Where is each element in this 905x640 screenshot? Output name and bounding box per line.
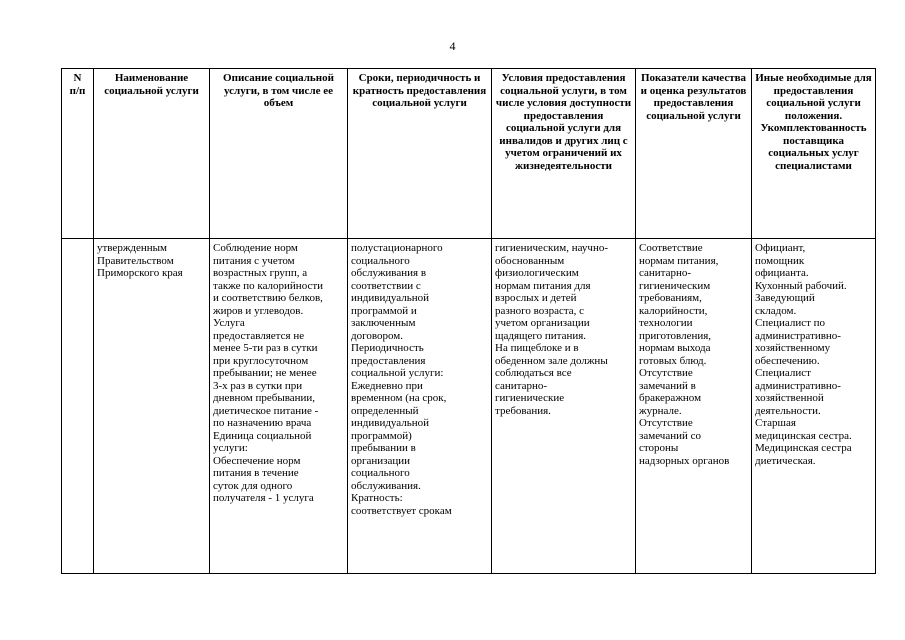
- header-description-text: Описание социальной услуги, в том числе ее объем: [223, 72, 334, 109]
- cell-number: [62, 239, 94, 574]
- header-quality-text: Показатели качества и оценка результатов предоставления социальной услуги: [640, 72, 747, 122]
- header-quality: [636, 69, 752, 239]
- cell-terms: полустационарного социального обслуживания в соответствии с индивидуальной программой и заключенным договором. Периодичность предоставления социальной услуги: Ежедневно при временном (на срок, определенный индивидуальной программой) пребывании в организации социального обслуживания. Кратность: соответствует срокам: [348, 239, 492, 574]
- cell-conditions: гигиеническим, научно- обоснованным физиологическим нормам питания для взрослых и детей разного возраста, с учетом организации щадящего питания. На пищеблоке и в обеденном зале должны соблюдаться все санитарно- гигиенические требования.: [492, 239, 636, 574]
- cell-other: Официант, помощник официанта. Кухонный рабочий. Заведующий складом. Специалист по административно- хозяйственному обеспечению. Специалист административно- хозяйственной деятельности. Старшая медицинская сестра. Медицинская сестра диетическая.: [752, 239, 876, 574]
- header-number: [62, 69, 94, 239]
- table-header-row: [62, 69, 876, 239]
- cell-quality: Соответствие нормам питания, санитарно- гигиеническим требованиям, калорийности, технологии приготовления, нормам выхода готовых блюд. Отсутствие замечаний в бракеражном журнале. Отсутствие замечаний со стороны надзорных органов: [636, 239, 752, 574]
- page-number: 4: [449, 39, 456, 53]
- header-service-name: [94, 69, 210, 239]
- header-terms: [348, 69, 492, 239]
- header-description: [210, 69, 348, 239]
- services-table: [61, 68, 876, 574]
- table-row: [62, 239, 876, 574]
- cell-description: Соблюдение норм питания с учетом возрастных групп, а также по калорийности и соответствию белков, жиров и углеводов. Услуга предоставляется не менее 5-ти раз в сутки при круглосуточном пребывании; не менее 3-х раз в сутки при дневном пребывании, диетическое питание - по назначению врача Единица социальной услуги: Обеспечение норм питания в течение суток для одного получателя - 1 услуга: [210, 239, 348, 574]
- header-other-text: Иные необходимые для предоставления социальной услуги положения. Укомплектованность поставщика социальных услуг специалистами: [755, 72, 872, 172]
- header-service-name-text: Наименование социальной услуги: [104, 72, 199, 97]
- header-conditions-text: Условия предоставления социальной услуги, в том числе условия доступности предоставления социальной услуги для инвалидов и других лиц с учетом ограничений их жизнедеятельности: [495, 72, 632, 172]
- header-other: [752, 69, 876, 239]
- header-terms-text: Сроки, периодичность и кратность предоставления социальной услуги: [352, 72, 487, 109]
- header-number-text: N п/п: [69, 72, 86, 97]
- cell-service-name: утвержденным Правительством Приморского края: [94, 239, 210, 574]
- header-conditions: [492, 69, 636, 239]
